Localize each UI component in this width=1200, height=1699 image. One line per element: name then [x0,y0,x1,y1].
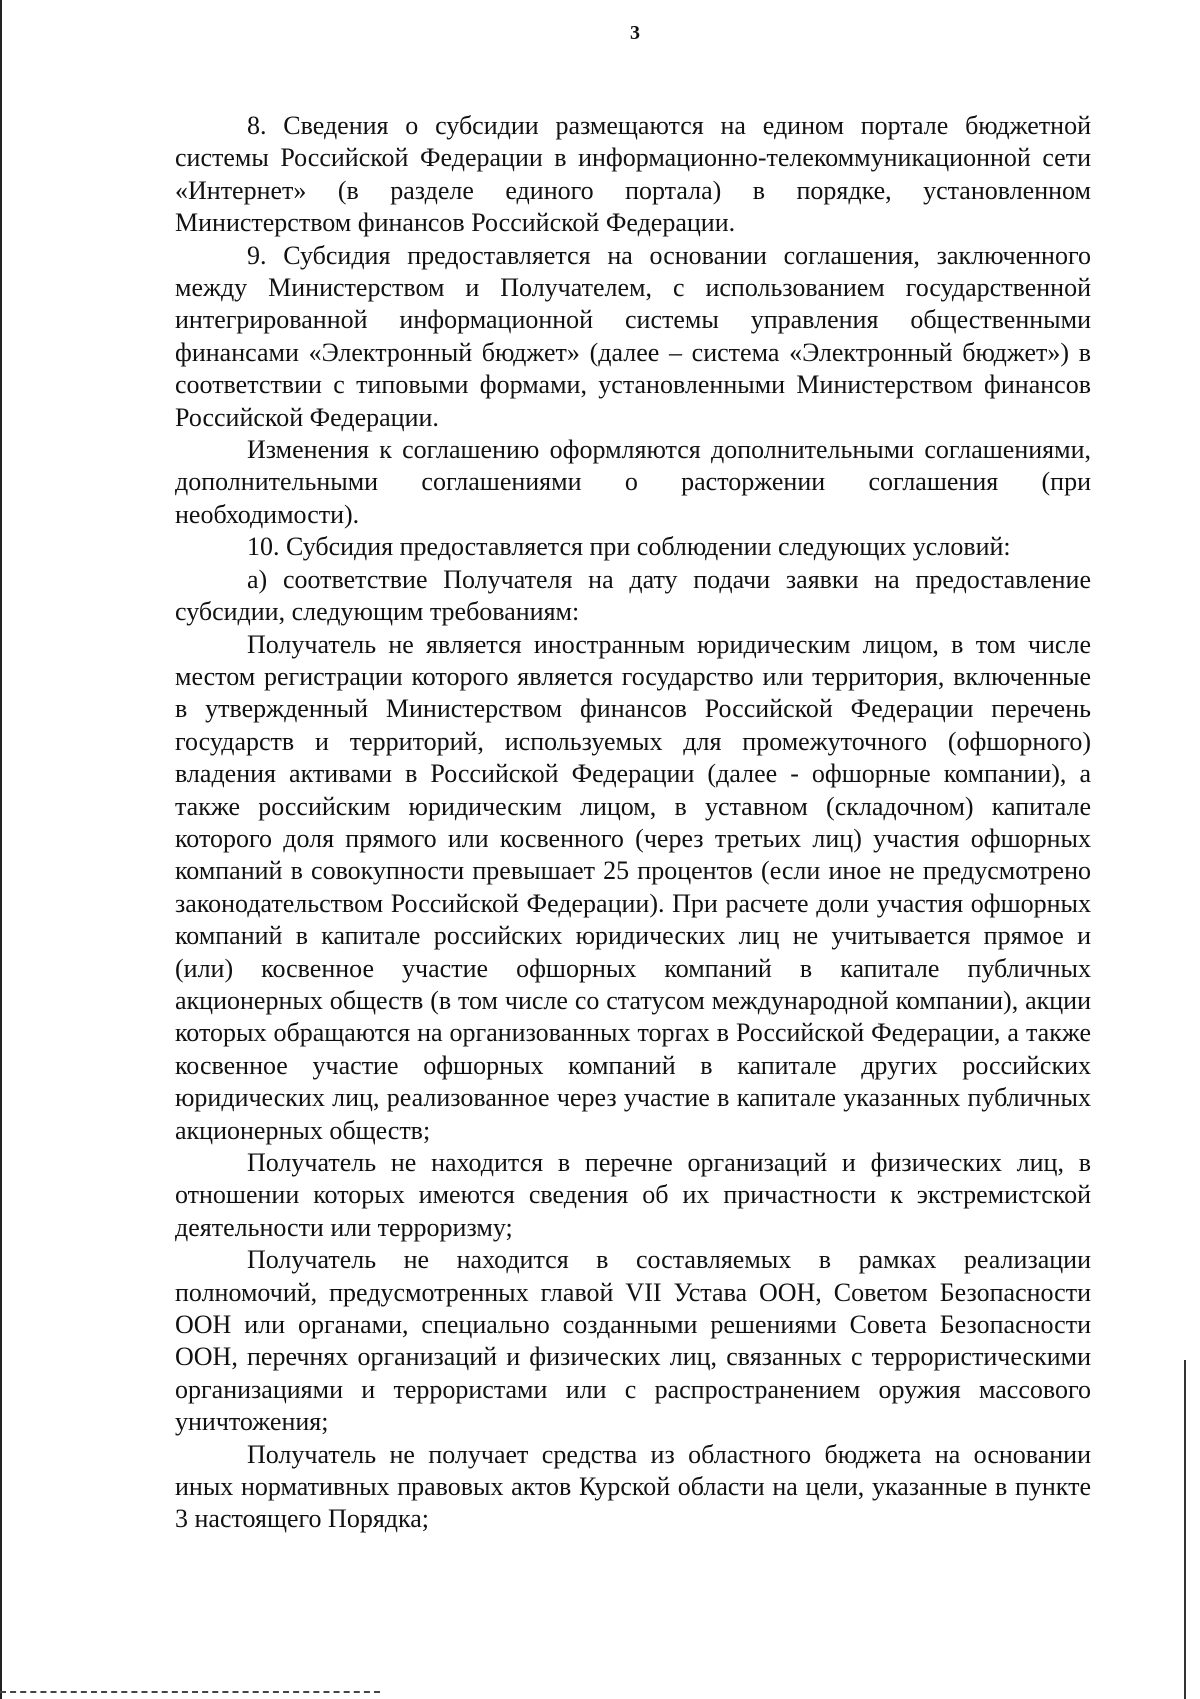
paragraph-other-funds-requirement: Получатель не получает средства из областного бюджета на основании иных нормативных правовых актов Курской области на цели, указанные в пункте 3 настоящего Порядка; [175,1439,1091,1534]
paragraph-item-10: 10. Субсидия предоставляется при соблюдении следующих условий: [247,532,1011,562]
scan-left-edge [0,0,2,1699]
paragraph-subitem-a: а) соответствие Получателя на дату подачи заявки на предоставление субсидии, следующим требованиям: [175,564,1091,627]
paragraph-item-8: 8. Сведения о субсидии размещаются на едином портале бюджетной системы Российской Федерации в информационно-телекоммуникационной сети «Интернет» (в разделе единого портала) в порядке, установленном Министерством финансов Российской Федерации. [175,111,1091,238]
scan-right-edge [1184,1360,1186,1699]
paragraph-un-sanctions-requirement: Получатель не находится в составляемых в рамках реализации полномочий, предусмотренных главой VII Устава ООН, Советом Безопасности ООН или органами, специально созданными решениями Совета Безопасности ООН, перечнях организаций и физических лиц, связанных с террористическими организациями и террористами или с распространением оружия массового уничтожения; [175,1245,1091,1437]
page-number: 3 [630,22,640,44]
paragraph-item-9: 9. Субсидия предоставляется на основании соглашения, заключенного между Министерством и Получателем, с использованием государственной интегрированной информационной системы управления общественными финансами «Электронный бюджет» (далее – система «Электронный бюджет») в соответствии с типовыми формами, установленными Министерством финансов Российской Федерации. [175,240,1091,432]
paragraph-agreement-changes: Изменения к соглашению оформляются дополнительными соглашениями, дополнительными соглашениями о расторжении соглашения (при необходимости). [175,435,1091,529]
document-body [175,110,1091,1536]
paragraph-extremism-requirement: Получатель не находится в перечне организаций и физических лиц, в отношении которых имеются сведения об их причастности к экстремистской деятельности или терроризму; [175,1148,1091,1242]
scan-bottom-edge [0,1691,380,1693]
paragraph-offshore-requirement: Получатель не является иностранным юридическим лицом, в том числе местом регистрации которого является государство или территория, включенные в утвержденный Министерством финансов Российской Федерации перечень государств и территорий, используемых для промежуточного (офшорного) владения активами в Российской Федерации (далее - офшорные компании), а также российским юридическим лицом, в уставном (складочном) капитале которого доля прямого или косвенного (через третьих лиц) участия офшорных компаний в совокупности превышает 25 процентов (если иное не предусмотрено законодательством Российской Федерации). При расчете доли участия офшорных компаний в капитале российских юридических лиц не учитывается прямое и (или) косвенное участие офшорных компаний в капитале публичных акционерных обществ (в том числе со статусом международной компании), акции которых обращаются на организованных торгах в Российской Федерации, а также косвенное участие офшорных компаний в капитале других российских юридических лиц, реализованное через участие в капитале указанных публичных акционерных обществ; [175,629,1091,1145]
